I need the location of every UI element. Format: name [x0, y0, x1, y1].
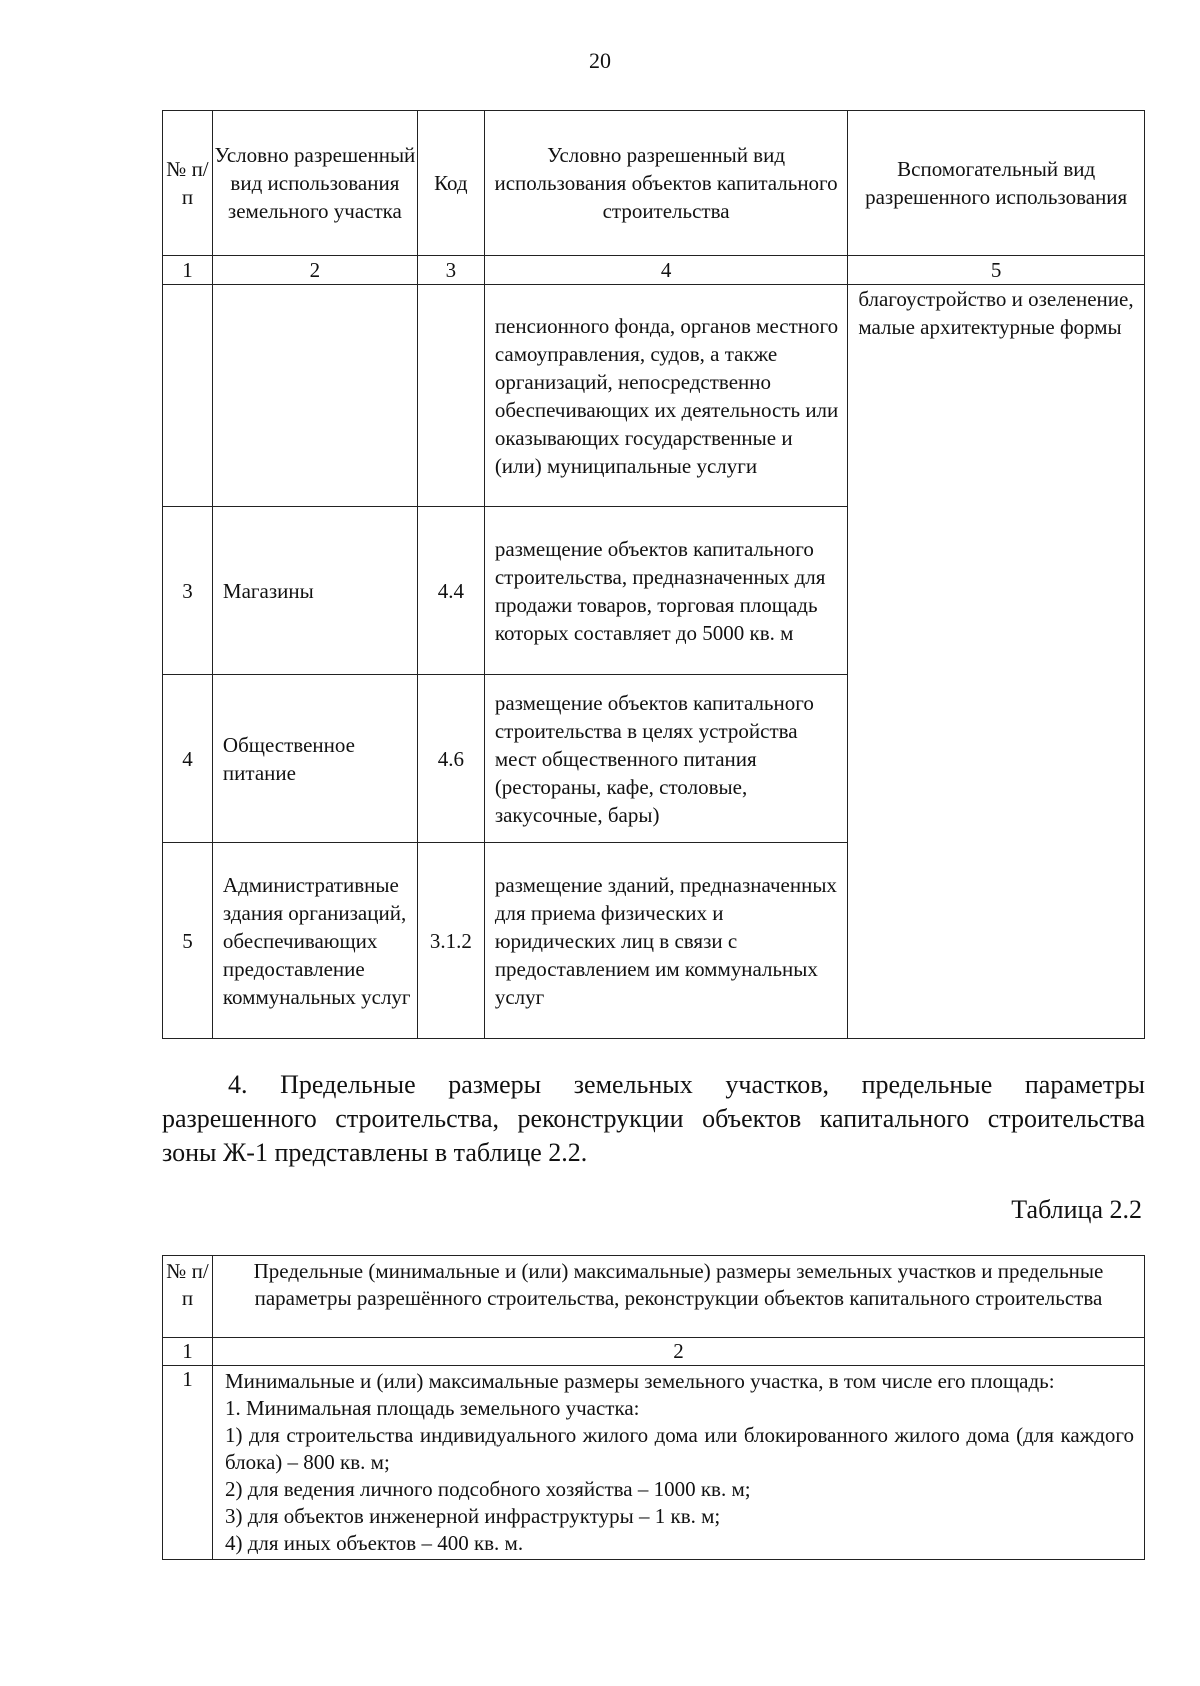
section-4-paragraph [162, 1068, 1145, 1170]
row-code: 4.4 [417, 507, 484, 675]
row-description: размещение объектов капитального строительства в целях устройства мест общественного питания (рестораны, кафе, столовые, закусочные, бары) [484, 675, 848, 843]
parameter-line: Минимальные и (или) максимальные размеры земельного участка, в том числе его площадь: [224, 1369, 1055, 1393]
row-use-name [212, 285, 417, 507]
row-number [163, 285, 213, 507]
row-code: 3.1.2 [417, 843, 484, 1039]
column-number: 3 [417, 256, 484, 285]
header-building-use-type: Условно разрешенный вид использования объектов капитального строительства [484, 111, 848, 256]
row-code [417, 285, 484, 507]
row-number: 1 [163, 1366, 213, 1560]
header-land-use-type: Условно разрешенный вид использования земельного участка [212, 111, 417, 256]
parameter-line: 3) для объектов инженерной инфраструктуры – 1 кв. м; [224, 1504, 721, 1528]
header-parameters: Предельные (минимальные и (или) максимальные) размеры земельных участков и предельные параметры разрешённого строительства, реконструкции объектов капитального строительства [212, 1256, 1144, 1338]
row-number: 3 [163, 507, 213, 675]
parameter-line: 2) для ведения личного подсобного хозяйства – 1000 кв. м; [224, 1477, 751, 1501]
header-number: № п/п [163, 1256, 213, 1338]
row-number: 4 [163, 675, 213, 843]
row-description: размещение зданий, предназначенных для приема физических и юридических лиц в связи с предоставлением им коммунальных услуг [484, 843, 848, 1039]
column-number-row [163, 256, 1145, 285]
land-use-table [162, 110, 1145, 1039]
row-use-name: Общественное питание [212, 675, 417, 843]
column-number: 1 [163, 256, 213, 285]
header-auxiliary-use: Вспомогательный вид разрешенного использования [848, 111, 1145, 256]
auxiliary-use-cell: благоустройство и озеленение, малые архитектурные формы [848, 285, 1145, 1039]
table-header-row [163, 1256, 1145, 1338]
land-parameters-table [162, 1255, 1145, 1560]
page-number: 20 [589, 48, 611, 73]
header-number: № п/п [163, 111, 213, 256]
row-use-name: Административные здания организаций, обеспечивающих предоставление коммунальных услуг [212, 843, 417, 1039]
row-use-name: Магазины [212, 507, 417, 675]
row-code: 4.6 [417, 675, 484, 843]
table-row [163, 1366, 1145, 1560]
row-description: пенсионного фонда, органов местного самоуправления, судов, а также организаций, непосредственно обеспечивающих их деятельность или оказывающих государственные и (или) муниципальные услуги [484, 285, 848, 507]
column-number: 2 [212, 1338, 1144, 1366]
parameter-line: 1) для строительства индивидуального жилого дома или блокированного жилого дома (для каждого блока) – 800 кв. м; [224, 1423, 1134, 1474]
column-number: 2 [212, 256, 417, 285]
row-description: размещение объектов капитального строительства, предназначенных для продажи товаров, торговая площадь которых составляет до 5000 кв. м [484, 507, 848, 675]
column-number: 4 [484, 256, 848, 285]
table-caption: Таблица 2.2 [1011, 1195, 1142, 1224]
table-header-row [163, 111, 1145, 256]
column-number: 5 [848, 256, 1145, 285]
table-row [163, 285, 1145, 507]
column-number-row [163, 1338, 1145, 1366]
parameter-line: 4) для иных объектов – 400 кв. м. [224, 1531, 524, 1555]
row-parameters [212, 1366, 1144, 1560]
column-number: 1 [163, 1338, 213, 1366]
header-code: Код [417, 111, 484, 256]
parameter-line: 1. Минимальная площадь земельного участка: [224, 1396, 640, 1420]
paragraph-text: 4. Предельные размеры земельных участков, предельные параметры разрешенного строительства, реконструкции объектов капитального строительства зоны Ж-1 представлены в таблице 2.2. [162, 1070, 1145, 1167]
row-number: 5 [163, 843, 213, 1039]
